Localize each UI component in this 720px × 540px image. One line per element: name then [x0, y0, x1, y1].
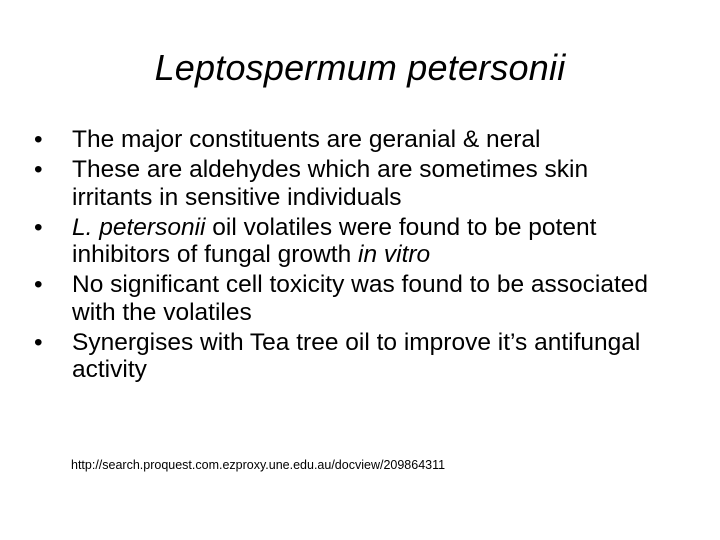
bullet-dot: •: [34, 271, 43, 298]
bullet-text: These are aldehydes which are sometimes skin irritants in sensitive individuals: [72, 156, 589, 211]
bullet-item-1: [34, 126, 674, 154]
bullet-text: No significant cell toxicity was found to be associated with the volatiles: [72, 271, 649, 326]
bullet-dot: •: [34, 213, 43, 241]
bullet-text: The major constituents are geranial & neral: [72, 126, 541, 153]
bullet-text: Synergises with Tea tree oil to improve it’s antifungal activity: [72, 328, 641, 383]
bullet-item-5: [34, 329, 674, 384]
bullet-text-middle: oil volatiles were found to be potent inhibitors of fungal growth: [72, 213, 597, 268]
bullet-dot: •: [34, 156, 43, 183]
slide-title: Leptospermum petersonii: [154, 47, 566, 88]
bullet-dot: •: [34, 126, 43, 153]
bullet-item-3: [34, 214, 674, 269]
bullet-text: [72, 214, 674, 269]
bullet-item-4: [34, 271, 674, 326]
bullet-list: [34, 126, 674, 386]
species-name-italic: L. petersonii: [72, 213, 206, 241]
bullet-dot: •: [34, 328, 43, 356]
in-vitro-italic: in vitro: [358, 241, 431, 268]
source-url[interactable]: http://search.proquest.com.ezproxy.une.edu.au/docview/209864311: [71, 458, 446, 472]
bullet-item-2: [34, 156, 674, 211]
